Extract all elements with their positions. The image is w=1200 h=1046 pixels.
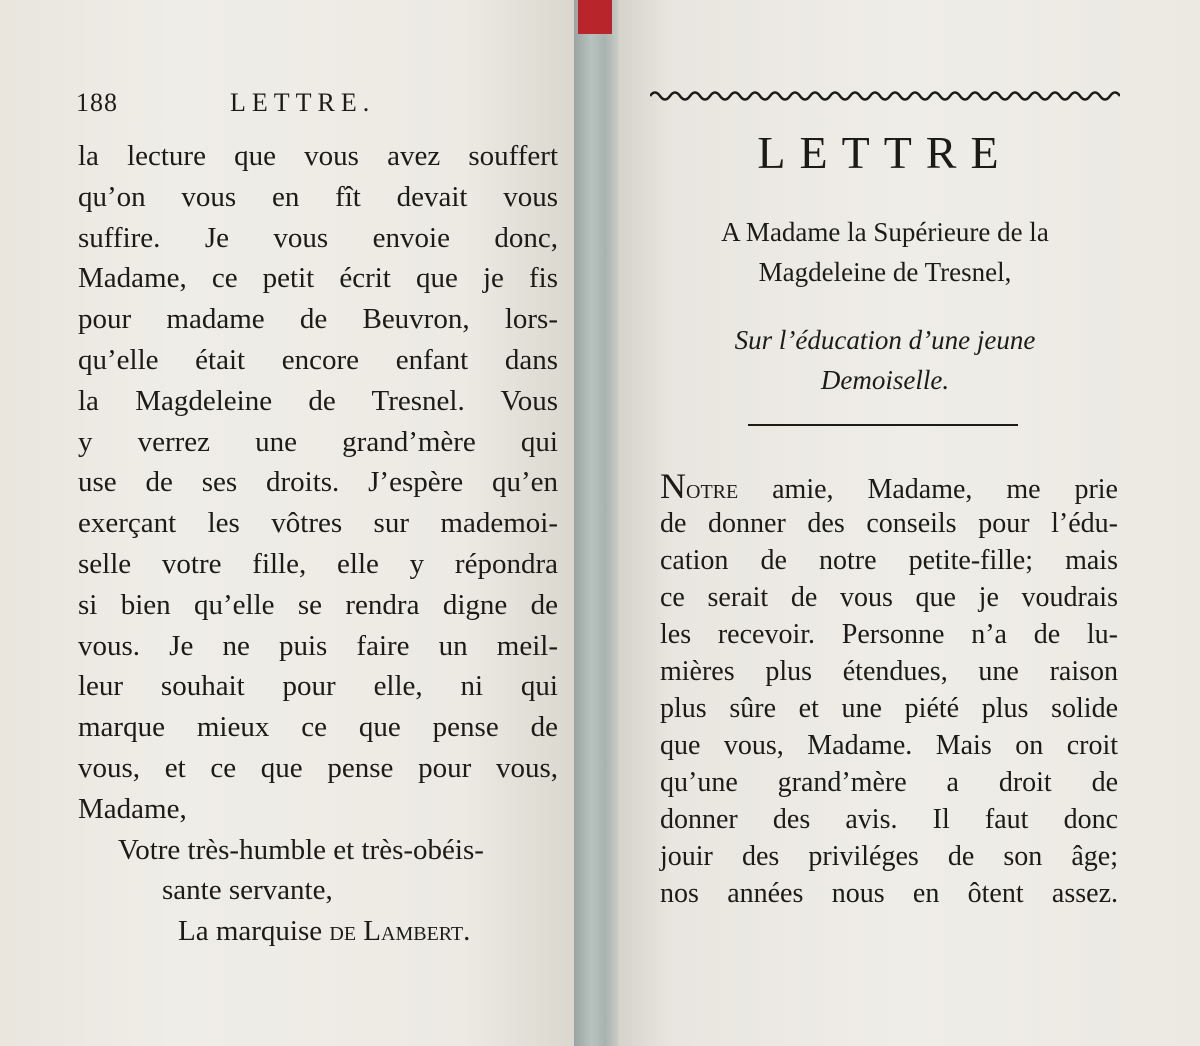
text-line: leur souhait pour elle, ni qui (78, 670, 558, 703)
text-line: vous, et ce que pense pour vous, (78, 751, 558, 784)
text-line: que vous, Madame. Mais on croit (660, 730, 1118, 761)
text-line: la lecture que vous avez souffert (78, 140, 558, 172)
text-line: nos années nous en ôtent assez. (660, 878, 1118, 909)
letter-title: LETTRE (757, 127, 1013, 178)
text-line: plus sûre et une piété plus solide (660, 693, 1118, 724)
text-line: marque mieux ce que pense de (78, 711, 558, 744)
text-line: qu’on vous en fît devait vous (78, 180, 558, 213)
running-head (76, 88, 556, 124)
text-line: ce serait de vous que je voudrais (660, 582, 1118, 613)
text-line: y verrez une grand’mère qui (78, 425, 558, 458)
closing-line: sante servante, (162, 874, 333, 907)
book-gutter (574, 0, 618, 1046)
text-line: exerçant les vôtres sur mademoi- (78, 507, 558, 540)
small-caps-word: otre (686, 474, 739, 505)
address-line: A Madame la Supérieure de la (721, 217, 1049, 247)
drop-cap: N (660, 466, 686, 506)
text-line: selle votre fille, elle y répondra (78, 547, 558, 580)
signature (78, 911, 558, 952)
address-line: Magdeleine de Tresnel, (758, 257, 1012, 287)
text-line: Madame, (78, 792, 187, 825)
page-number: 188 (76, 88, 118, 117)
running-title: LETTRE. (230, 88, 376, 117)
text-line: pour madame de Beuvron, lors- (78, 303, 558, 336)
text-line: si bien qu’elle se rendra digne de (78, 588, 558, 621)
right-page-text (660, 468, 1118, 912)
text-line: de donner des conseils pour l’édu- (660, 508, 1118, 539)
section-divider (748, 424, 1018, 426)
text-line: jouir des priviléges de son âge; (660, 841, 1118, 872)
text-line: qu’une grand’mère a droit de (660, 767, 1118, 798)
text-line: suffire. Je vous envoie donc, (78, 221, 558, 254)
text-line: qu’elle était encore enfant dans (78, 343, 558, 376)
subject-line: Demoiselle. (820, 365, 950, 395)
text-line: use de ses droits. J’espère qu’en (78, 466, 558, 499)
text-line: mières plus étendues, une raison (660, 656, 1118, 687)
text-line: cation de notre petite-fille; mais (660, 545, 1118, 576)
signature-prefix: La marquise (178, 915, 323, 948)
signature-name: de Lambert. (329, 915, 471, 948)
letter-subject (650, 320, 1120, 400)
text-line: Madame, ce petit écrit que je fis (78, 262, 558, 295)
ornamental-rule (650, 86, 1120, 106)
text-line: les recevoir. Personne n’a de lu- (660, 619, 1118, 650)
left-page-text (78, 136, 558, 952)
text-line: vous. Je ne puis faire un meil- (78, 629, 558, 662)
first-line-rest: amie, Madame, me prie (738, 474, 1118, 505)
subject-line: Sur l’éducation d’une jeune (734, 325, 1036, 355)
text-line (660, 468, 1118, 505)
letter-address (650, 212, 1120, 292)
closing-line: Votre très-humble et très-obéis- (118, 833, 484, 866)
ribbon-bookmark (578, 0, 612, 34)
text-line: donner des avis. Il faut donc (660, 804, 1118, 835)
text-line: la Magdeleine de Tresnel. Vous (78, 384, 558, 417)
